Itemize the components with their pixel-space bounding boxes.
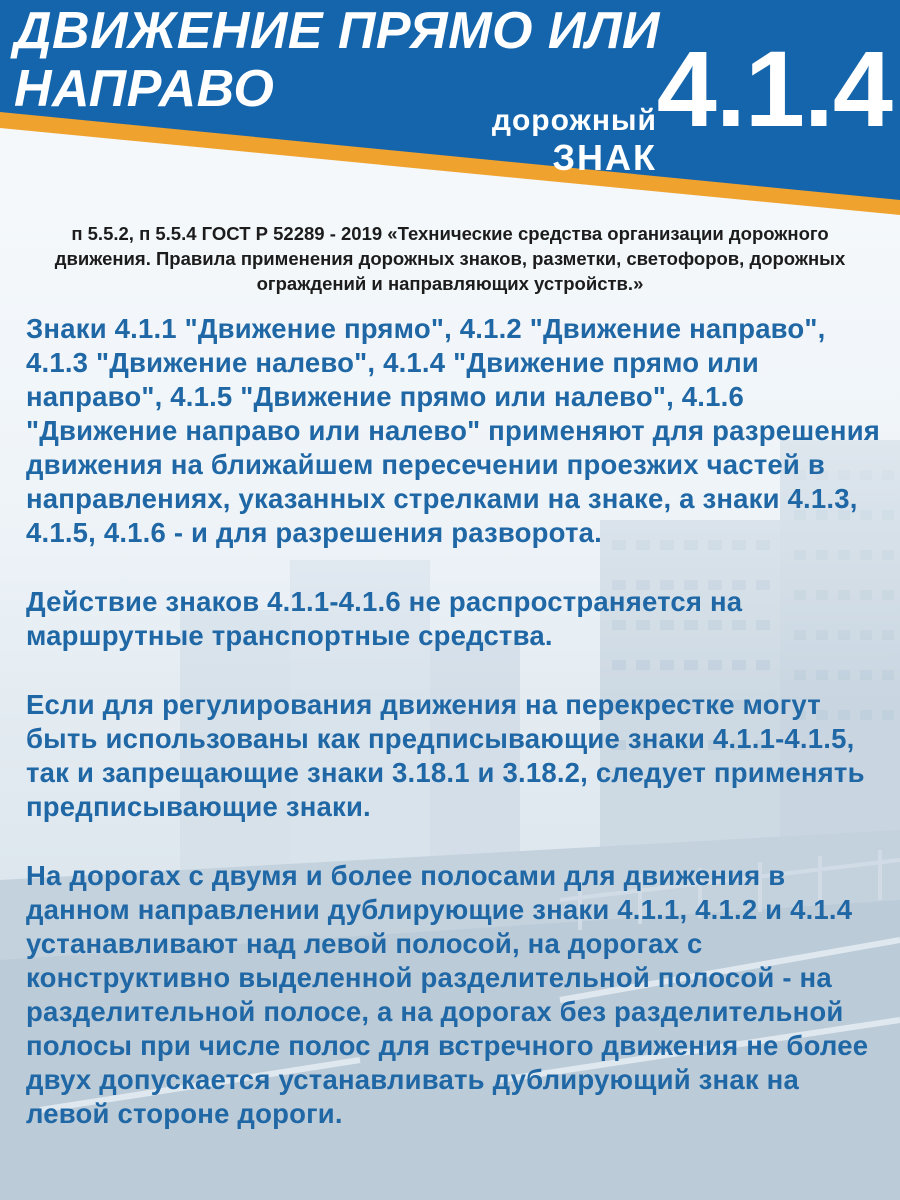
sign-number: 4.1.4 [656, 28, 892, 149]
sign-label-large: ЗНАК [552, 137, 657, 178]
paragraph-signs-purpose: Знаки 4.1.1 "Движение прямо", 4.1.2 "Движение направо", 4.1.3 "Движение налево", 4.1.4 "Движение прямо или направо", 4.1.5 "Движение прямо или налево", 4.1.6 "Движение направо или налево" применяют для разрешения движения на ближайшем пересечении проезжих частей в направлениях, указанных стрелками на знаке, а знаки 4.1.3, 4.1.5, 4.1.6 - и для разрешения разворота. [26, 313, 881, 548]
sign-label [492, 104, 657, 178]
paragraph-route-vehicles: Действие знаков 4.1.1-4.1.6 не распространяется на маршрутные транспортные средства. [26, 586, 743, 651]
paragraph-duplicate-signs: На дорогах с двумя и более полосами для движения в данном направлении дублирующие знаки 4.1.1, 4.1.2 и 4.1.4 устанавливают над левой полосой, на дорогах с конструктивно выделенной разделительной полосой - на разделительной полосе, а на дорогах без разделительной полосы при числе полос для встречного движения не более двух допускается устанавливать дублирующий знак на левой стороне дороги. [26, 860, 869, 1129]
paragraph-intersection-regulation: Если для регулирования движения на перекрестке могут быть использованы как предписывающие знаки 4.1.1-4.1.5, так и запрещающие знаки 3.18.1 и 3.18.2, следует применять предписывающие знаки. [26, 689, 865, 822]
sign-label-small: дорожный [491, 104, 657, 137]
page-title: ДВИЖЕНИЕ ПРЯМО ИЛИ НАПРАВО [14, 2, 660, 118]
header-banner [0, 0, 900, 215]
gost-reference: п 5.5.2, п 5.5.4 ГОСТ Р 52289 - 2019 «Технические средства организации дорожного движения. Правила применения дорожных знаков, разметки, светофоров, дорожных ограждений и направляющих устройств.» [54, 223, 846, 294]
main-content [26, 312, 886, 1166]
